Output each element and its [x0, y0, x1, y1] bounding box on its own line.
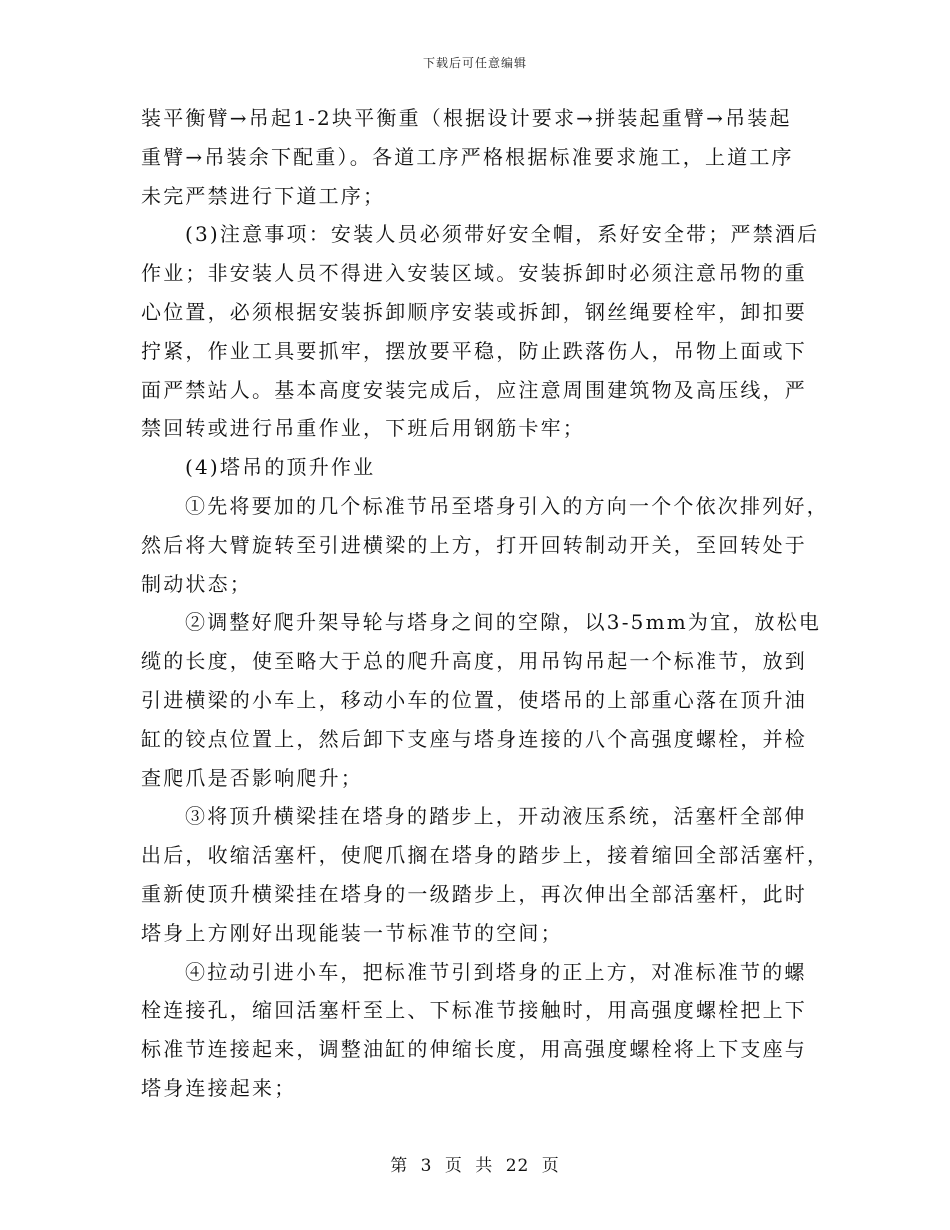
text-line: 重新使顶升横梁挂在塔身的一级踏步上，再次伸出全部活塞杆，此时: [141, 881, 807, 906]
text-line: 标准节连接起来，调整油缸的伸缩长度，用高强度螺栓将上下支座与: [141, 1037, 807, 1062]
text-line: 缸的铰点位置上，然后卸下支座与塔身连接的八个高强度螺栓，并检: [141, 726, 807, 751]
paragraph-start-line: ④拉动引进小车，把标准节引到塔身的正上方，对准标准节的螺: [185, 959, 807, 984]
text-line: 作业；非安装人员不得进入安装区域。安装拆卸时必须注意吊物的重: [141, 261, 807, 286]
text-line: 装平衡臂→吊起1-2块平衡重（根据设计要求→拼装起重臂→吊装起: [141, 106, 792, 130]
text-line: 引进横梁的小车上，移动小车的位置，使塔吊的上部重心落在顶升油: [141, 687, 807, 712]
section-heading: (4)塔吊的顶升作业: [185, 455, 376, 480]
paragraph-start-line: ①先将要加的几个标准节吊至塔身引入的方向一个个依次排列好，: [185, 493, 829, 518]
text-line: 制动状态；: [141, 571, 252, 596]
text-line: 查爬爪是否影响爬升；: [141, 765, 363, 790]
text-line: 然后将大臂旋转至引进横梁的上方，打开回转制动开关，至回转处于: [141, 532, 807, 557]
text-line: 禁回转或进行吊重作业，下班后用钢筋卡牢；: [141, 416, 585, 441]
paragraph-start-line: ②调整好爬升架导轮与塔身之间的空隙，以3-5mm为宜，放松电: [185, 610, 822, 635]
text-line: 出后，收缩活塞杆，使爬爪搁在塔身的踏步上，接着缩回全部活塞杆，: [141, 843, 830, 868]
text-line: 心位置，必须根据安装拆卸顺序安装或拆卸，钢丝绳要栓牢，卸扣要: [141, 299, 807, 324]
text-line: 拧紧，作业工具要抓牢，摆放要平稳，防止跌落伤人，吊物上面或下: [141, 338, 807, 363]
document-body: [141, 102, 830, 1111]
text-line: 重臂→吊装余下配重）。各道工序严格根据标准要求施工，上道工序: [141, 144, 794, 169]
paragraph-start-line: (3)注意事项：安装人员必须带好安全帽，系好安全带；严禁酒后: [185, 222, 820, 247]
page-header: 下载后可任意编辑: [422, 56, 527, 70]
text-line: 未完严禁进行下道工序；: [141, 183, 386, 208]
text-line: 栓连接孔，缩回活塞杆至上、下标准节接触时，用高强度螺栓把上下: [141, 998, 807, 1023]
text-line: 塔身上方刚好出现能装一节标准节的空间；: [141, 920, 563, 945]
page-footer: 第 3 页 共 22 页: [390, 1156, 560, 1176]
text-line: 面严禁站人。基本高度安装完成后，应注意周围建筑物及高压线，严: [141, 377, 807, 402]
paragraph-start-line: ③将顶升横梁挂在塔身的踏步上，开动液压系统，活塞杆全部伸: [185, 804, 807, 829]
text-line: 缆的长度，使至略大于总的爬升高度，用吊钩吊起一个标准节，放到: [141, 649, 807, 674]
text-line: 塔身连接起来；: [141, 1075, 297, 1100]
